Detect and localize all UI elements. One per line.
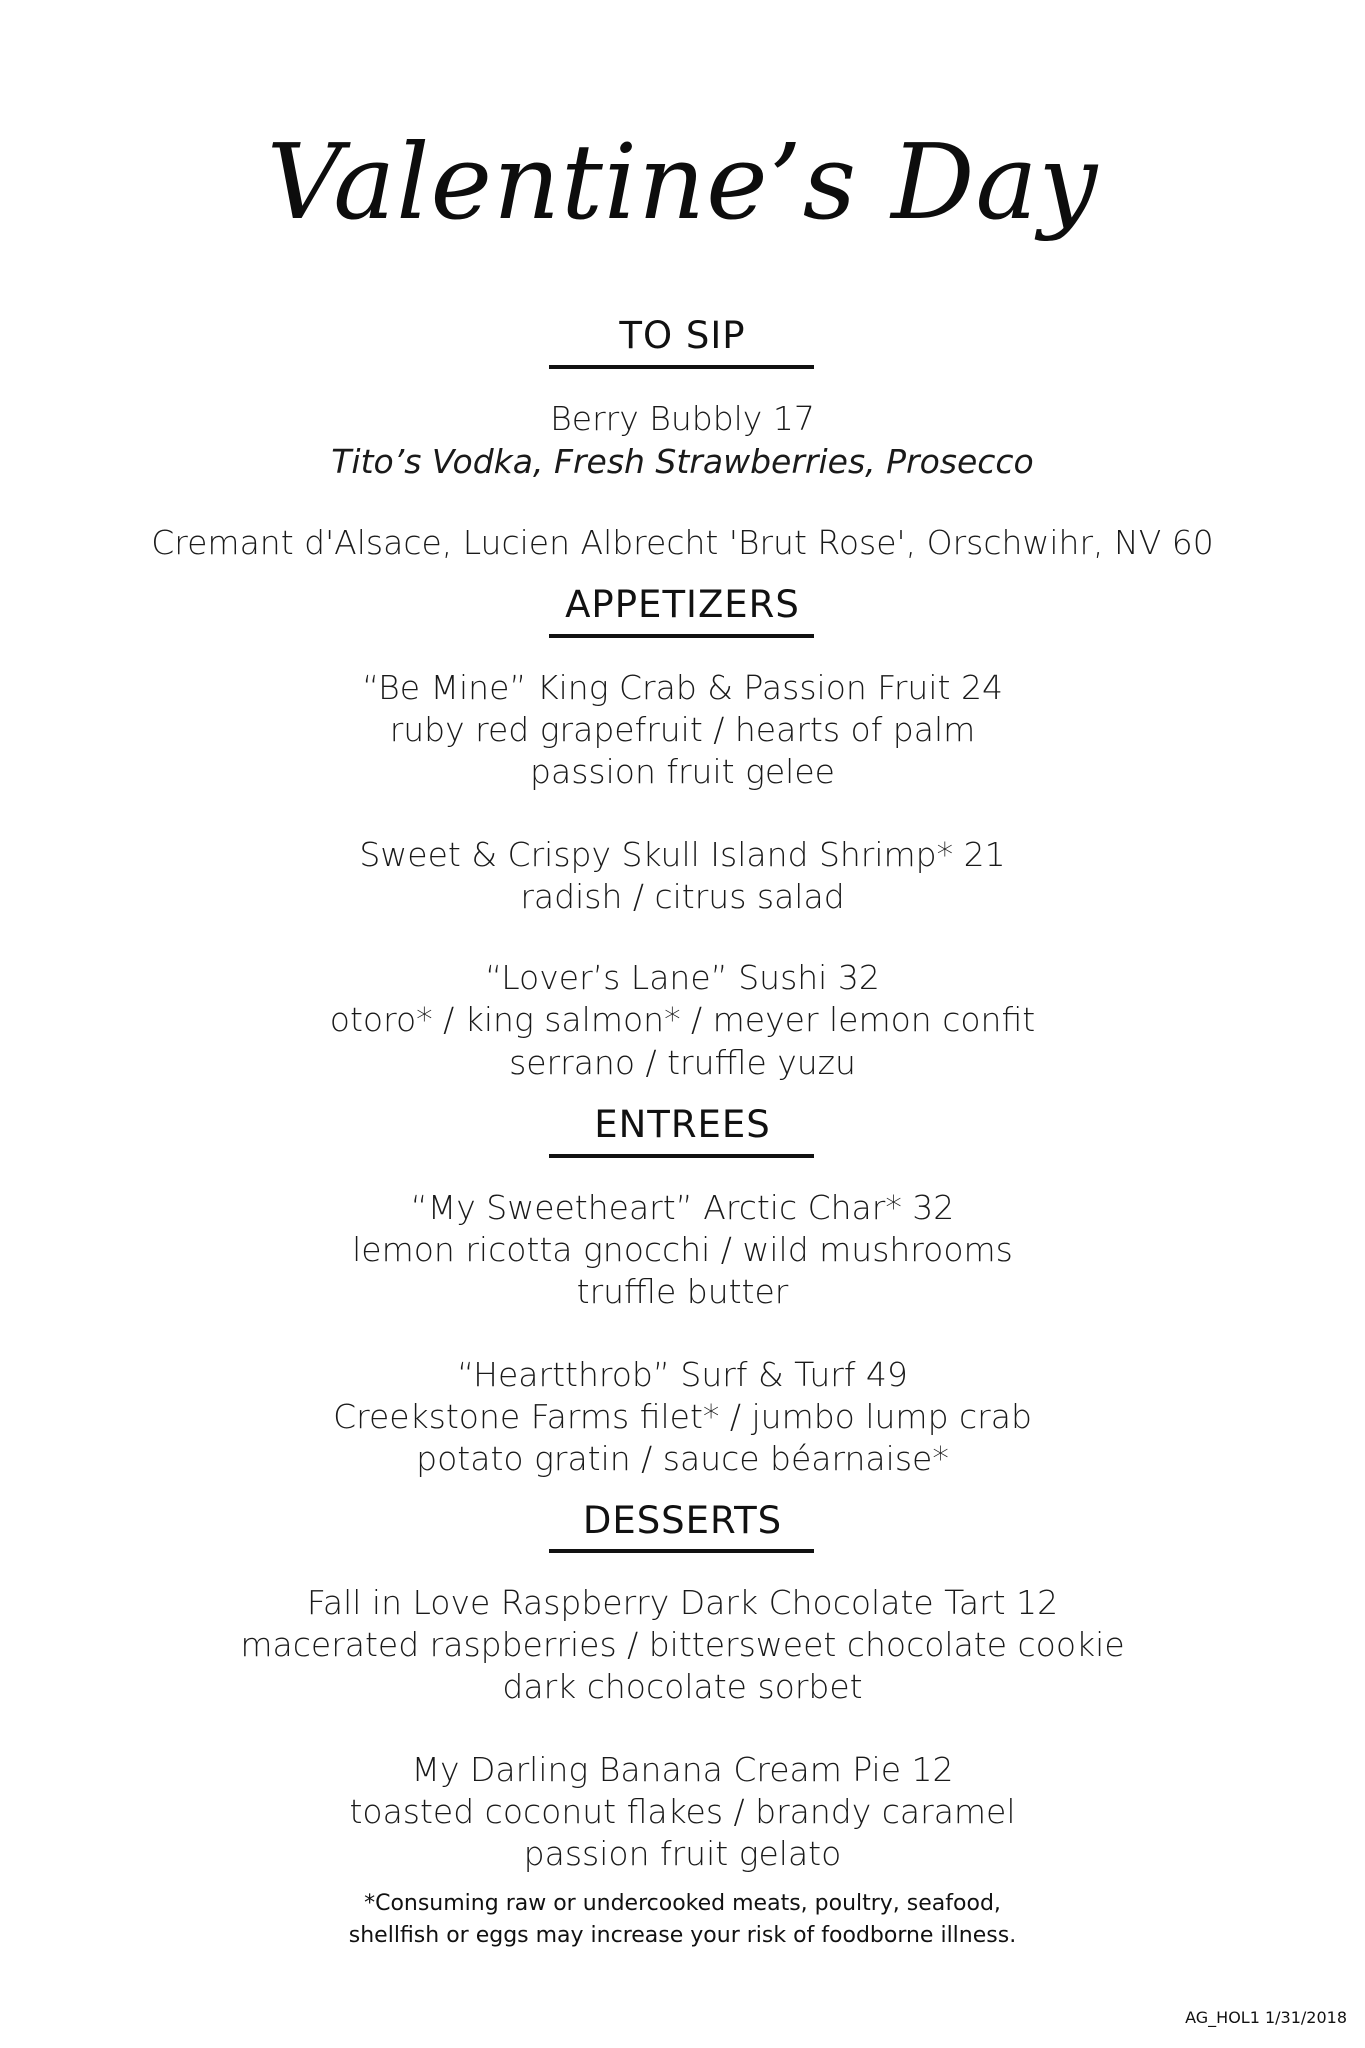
menu-item-detail: lemon ricotta gnocchi / wild mushrooms [352, 1230, 1013, 1269]
menu-item-detail: radish / citrus salad [520, 877, 845, 916]
menu-item-name: “Heartthrob” Surf & Turf 49 [457, 1355, 908, 1394]
menu-item-name: Cremant d'Alsace, Lucien Albrecht 'Brut Rose', Orschwihr, NV 60 [151, 523, 1214, 562]
menu-item-name: Fall in Love Raspberry Dark Chocolate Tart 12 [306, 1583, 1059, 1622]
section-rule [549, 1549, 814, 1553]
footnote-line: *Consuming raw or undercooked meats, poultry, seafood, [364, 1891, 1001, 1916]
section-heading-appetizers: APPETIZERS [565, 583, 800, 626]
section-rule [549, 634, 814, 638]
menu-item-name: “My Sweetheart” Arctic Char* 32 [410, 1188, 955, 1227]
document-code: AG_HOL1 1/31/2018 [1185, 2008, 1347, 2027]
menu-item-detail: macerated raspberries / bittersweet chocolate cookie [240, 1625, 1125, 1664]
menu-item-detail: truffle butter [576, 1272, 789, 1311]
menu-item-detail: serrano / truffle yuzu [509, 1043, 856, 1082]
section-rule [549, 365, 814, 369]
menu-item-name: Sweet & Crispy Skull Island Shrimp* 21 [359, 835, 1006, 874]
menu-item-name: “Be Mine” King Crab & Passion Fruit 24 [362, 668, 1003, 707]
section-heading-to-sip: TO SIP [619, 314, 746, 357]
menu-item-name: My Darling Banana Cream Pie 12 [411, 1750, 954, 1789]
menu-item-detail: potato gratin / sauce béarnaise* [416, 1439, 949, 1478]
menu-item-detail: Creekstone Farms filet* / jumbo lump crab [333, 1397, 1032, 1436]
section-rule [549, 1154, 814, 1158]
menu-item-detail: passion fruit gelato [523, 1834, 842, 1873]
section-heading-desserts: DESSERTS [582, 1499, 783, 1542]
menu-item-detail: passion fruit gelee [530, 752, 835, 791]
menu-item-detail: toasted coconut flakes / brandy caramel [349, 1792, 1016, 1831]
menu-item-name: “Lover’s Lane” Sushi 32 [485, 958, 880, 997]
footnote-line: shellfish or eggs may increase your risk of foodborne illness. [348, 1923, 1017, 1948]
menu-item-description: Tito’s Vodka, Fresh Strawberries, Prosecco [331, 442, 1034, 481]
menu-item-name: Berry Bubbly 17 [550, 399, 815, 438]
menu-title: Valentine’s Day [266, 121, 1099, 243]
menu-item-detail: dark chocolate sorbet [502, 1667, 863, 1706]
menu-item-detail: ruby red grapefruit / hearts of palm [389, 710, 976, 749]
menu-item-detail: otoro* / king salmon* / meyer lemon confit [329, 1000, 1036, 1039]
section-heading-entrees: ENTREES [594, 1103, 771, 1146]
